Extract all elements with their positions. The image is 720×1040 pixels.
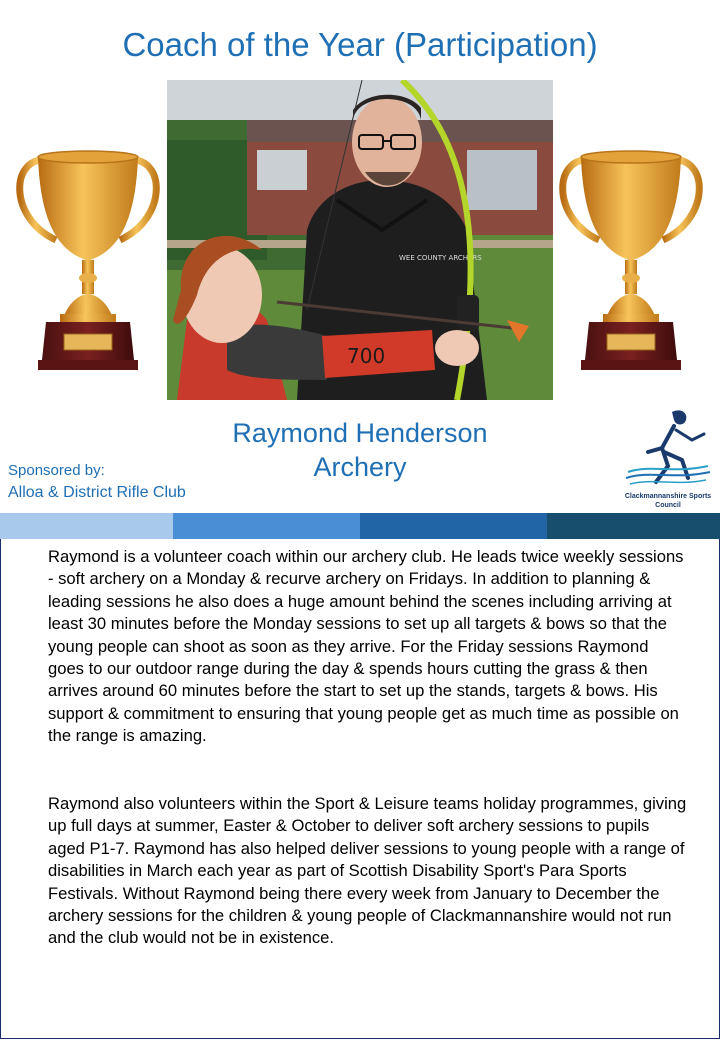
sponsor-name: Alloa & District Rifle Club: [8, 484, 186, 501]
color-band-2: [173, 513, 360, 539]
page-title: Coach of the Year (Participation): [122, 26, 598, 63]
color-band-4: [547, 513, 720, 539]
color-band-3: [360, 513, 547, 539]
logo-text: Clackmannanshire Sports Council: [624, 493, 712, 509]
description-paragraph-2: Raymond also volunteers within the Sport & Leisure teams holiday programmes, giving up full days at summer, Easter & October to deliver soft archery sessions to pupils aged P1-7. Raymond has also helped deliver sessions to young people with a range of disabilities in March each year as part of Scottish Disability Sport's Para Sports Festivals. Without Raymond being there every week from January to December the archery sessions for the children & young people of Clackmannanshire would not run and the club would not be in existence.: [48, 794, 687, 948]
sponsor-label: Sponsored by:: [8, 462, 105, 479]
nominee-sport: Archery: [313, 452, 407, 482]
sleeve-text: 700: [347, 344, 386, 368]
trophy-left-icon: [8, 148, 168, 383]
description-paragraph-1: Raymond is a volunteer coach within our archery club. He leads twice weekly sessions - soft archery on a Monday & recurve archery on Fridays. In addition to planning & leading sessions he also does a huge amount behind the scenes including arriving at least 30 minutes before the Monday sessions to set up all targets & bows so that the young people can shoot as soon as they arrive. For the Friday sessions Raymond goes to our outdoor range during the day & spends hours cutting the grass & then arrives around 60 minutes before the start to set up the stands, targets & bows. His support & commitment to ensuring that young people get as much time as possible on the range is amazing.: [48, 547, 684, 746]
trophy-right-icon: [551, 148, 711, 383]
nominee-name: Raymond Henderson: [232, 418, 488, 448]
runner-icon: [622, 404, 714, 492]
color-band-1: [0, 513, 173, 539]
sports-council-logo: [622, 404, 714, 512]
hoodie-text: WEE COUNTY ARCHERS: [399, 254, 482, 262]
coach-photo: [167, 80, 553, 400]
